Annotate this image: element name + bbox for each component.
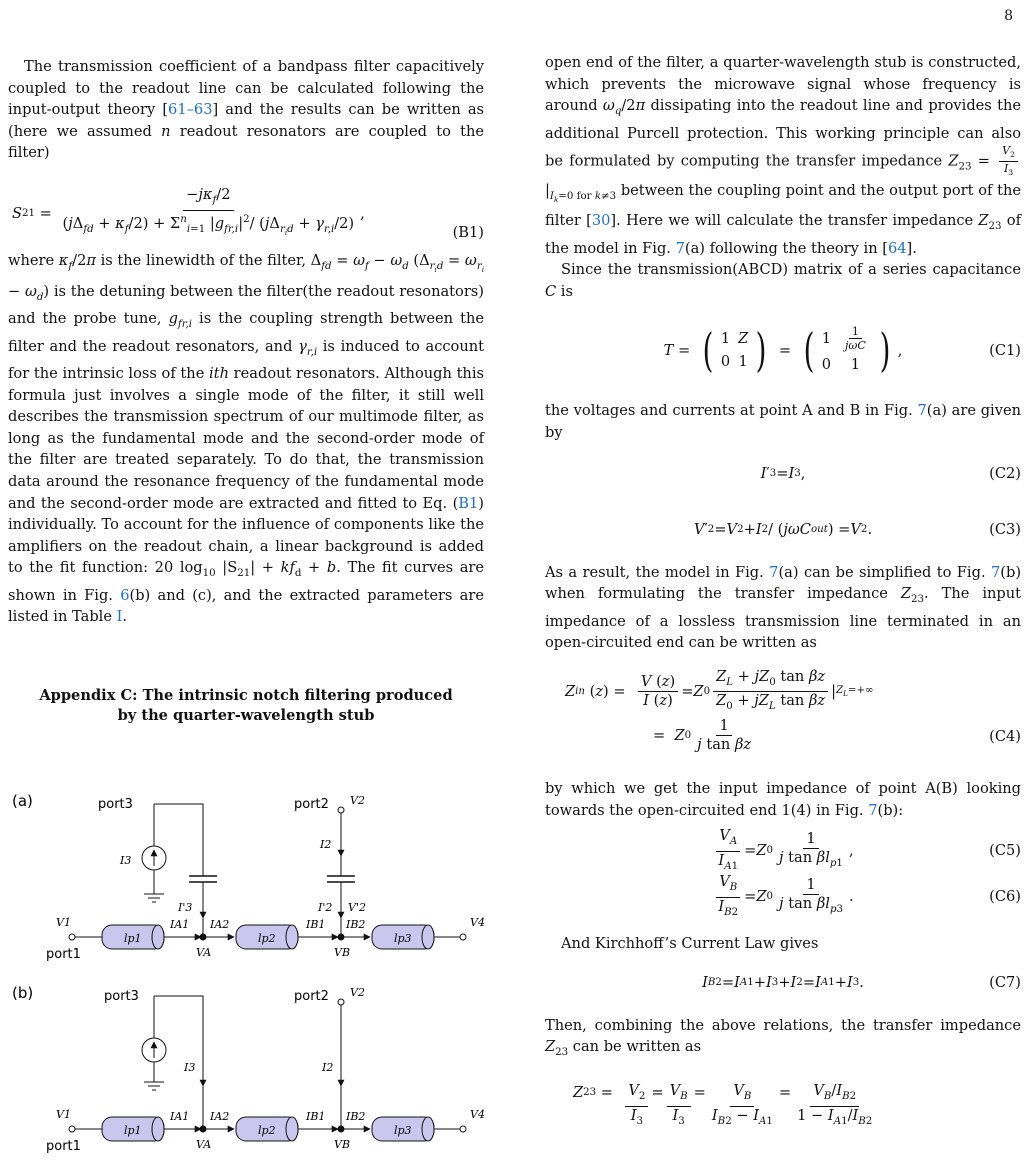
v1-label-b: V1	[56, 1108, 71, 1121]
circuit-figure	[8, 786, 498, 1166]
v4-label-a: V4	[470, 916, 485, 929]
va-label-a: VA	[196, 946, 212, 959]
paragraph-kirchhoff: And Kirchhoff’s Current Law gives	[561, 935, 819, 953]
v1-label-a: V1	[56, 916, 71, 929]
equation-c4: Z in ( z ) = $\frac{V (z)}{I (z)}$ = Z 0 $\frac{Z_L + jZ_0 \tan \beta z}{Z_0 + jZ_L \tan \beta z}$ | $Z_L=+\infty$ = Z 0 $\frac{1}{\text{j tan βz}}$ (C4)	[565, 667, 1021, 754]
lp3-label-a: lp3	[394, 932, 412, 945]
left-column	[8, 52, 484, 726]
equation-c7: I B2 = I A1 + I 3 + I 2 = I A1 + I 3 . (C7)	[545, 963, 1021, 1003]
i3-label-a: I3	[120, 854, 132, 867]
ib2-label-b: IB2	[346, 1110, 366, 1123]
panel-b-label: (b)	[12, 984, 34, 1002]
equation-c6: $\frac{V_B}{I_{B2}}$ = Z 0 $\frac{1}{j \tan \beta l_{p3}}$ . (C6)	[545, 875, 1021, 919]
equation-number: (C1)	[989, 341, 1021, 359]
page-number: 8	[1004, 8, 1013, 24]
i3-prime-label: I'3	[178, 901, 193, 914]
right-column	[545, 52, 1022, 1127]
ib1-label-a: IB1	[306, 918, 326, 931]
ia1-label-b: IA1	[170, 1110, 190, 1123]
i2-label-b: I2	[322, 1061, 334, 1074]
vb-label-b: VB	[334, 1138, 351, 1151]
paragraph-intro: The transmission coefficient of a bandpass filter capacitively coupled to the readout line can be calculated following the input-output theory [61–63] and the results can be written as (here we assumed n readout resonators are coupled to the filter)	[8, 58, 485, 162]
equation-number: (C3)	[989, 520, 1021, 538]
equation-c2: I ′ 3 = I 3 , (C2)	[545, 454, 1021, 494]
paragraph-definitions: where $\kappa_f/2\pi$ is the linewidth of the filter, $\Delta_{fd} = \omega_f - \omega_d$ $(\Delta_{r_id} = \omega_{r_i} - \omega_d)$ is the detuning between the filter(the readout resonators) and the probe tune, $g_{fr,i}$ is the coupling strength between the filter and the readout resonators, and $\gamma_{r,i}$ is induced to account for the intrinsic loss of the ith readout resonators. Although this formula just involves a single mode of the filter, it still well describes the transmission spectrum of our multimode filter, as long as the fundamental mode and the second-order mode of the filter are treated separately. To do that, the transmission data around the resonance frequency of the fundamental mode and the second-order mode are extracted and fitted to Eq. (B1) individually. To account for the influence of components like the amplifiers on the readout chain, a linear background is added to the fit function: 20 $\log_{10} |S_{21}| + kf_d + b$. The fit curves are shown in Fig. 6(b) and (c), and the extracted parameters are listed in Table I.	[8, 251, 485, 626]
port1-label-a: port1	[46, 947, 81, 962]
i2-label-a: I2	[320, 838, 332, 851]
paragraph-input-impedance: by which we get the input impedance of point A(B) looking towards the open-circuited end 1(4) in Fig. 7(b):	[545, 779, 1021, 819]
lp1-label-a: lp1	[124, 932, 142, 945]
equation-c5: $\frac{V_A}{I_{A1}}$ = Z 0 $\frac{1}{j \tan \beta l_{p1}}$ , (C5)	[545, 829, 1021, 873]
equation-b1: S 21 = $\frac{-j\kappa_f/2}{(j\Delta_{fd} + \kappa_f/2) + \Sigma^n_{i=1} |g_{fr,i}|^2/ (j\Delta_{r_id} + \gamma_{r,i}/2)}$ , (B1)	[8, 178, 484, 250]
va-label-b: VA	[196, 1138, 212, 1151]
lp3-label-b: lp3	[394, 1124, 412, 1137]
port3-label-b: port3	[104, 989, 139, 1004]
i3-label-b: I3	[184, 1061, 196, 1074]
equation-number: (C7)	[989, 973, 1021, 991]
vb-label-a: VB	[334, 946, 351, 959]
equation-number: (B1)	[452, 223, 484, 241]
i2-prime-label: I'2	[318, 901, 333, 914]
paragraph-stub: open end of the filter, a quarter-wavelength stub is constructed, which prevents the microwave signal whose frequency is around $\omega_q/2\pi$ dissipating into the readout line and provides the additional Purcell protection. This working principle can also be formulated by computing the transfer impedance $Z_{23}$ = $\frac{V_2}{I_3}$ $|_{I_k=0 for k\ne 3}$ between the coupling point and the output port of the filter [30]. Here we will calculate the transfer impedance $Z_{23}$ of the model in Fig. 7(a) following the theory in [64].	[545, 54, 1021, 257]
ia1-label-a: IA1	[170, 918, 190, 931]
ia2-label-b: IA2	[210, 1110, 230, 1123]
port1-label-b: port1	[46, 1139, 81, 1154]
equation-c1: T = ( 1 Z 0 1 ) = ( 1 $\frac{1}{\text{jωC}}$ 0 1 ) , (C1)	[663, 323, 1021, 378]
ib1-label-b: IB1	[306, 1110, 326, 1123]
lp2-label-a: lp2	[258, 932, 276, 945]
paragraph-simplified: As a result, the model in Fig. 7(a) can be simplified to Fig. 7(b) when formulating the transfer impedance $Z_{23}$. The input impedance of a lossless transmission line terminated in an open-circuited end can be written as	[545, 563, 1022, 652]
equation-c3: V ′ 2 = V 2 + I 2 / ( jωC out ) = V 2 . (C3)	[545, 510, 1021, 550]
equation-number: (C6)	[989, 888, 1021, 906]
equation-c8-partial: Z 23 = $\frac{V_2}{I_3}$ = $\frac{V_B}{I_3}$ = $\frac{V_B}{I_{B2} - I_{A1}}$ = $\frac{V_B/I_{B2}}{1 - I_{A1}/I_{B2}}$	[573, 1081, 873, 1127]
output-branch-b	[338, 999, 344, 1129]
lp1-label-b: lp1	[124, 1124, 142, 1137]
v2-label-b: V2	[350, 986, 365, 999]
equation-number: (C4)	[989, 727, 1021, 745]
paragraph-abcd: Since the transmission(ABCD) matrix of a series capacitance C is	[545, 261, 1021, 300]
ib2-label-a: IB2	[346, 918, 366, 931]
lp2-label-b: lp2	[258, 1124, 276, 1137]
ia2-label-a: IA2	[210, 918, 230, 931]
v2-label-a: V2	[350, 794, 365, 807]
port3-label: port3	[98, 797, 133, 812]
panel-a-label: (a)	[12, 792, 33, 810]
equation-number: (C5)	[989, 842, 1021, 860]
equation-number: (C2)	[989, 464, 1021, 482]
paragraph-voltages: the voltages and currents at point A and B in Fig. 7(a) are given by	[545, 402, 1022, 442]
v2-prime-label: V'2	[348, 901, 366, 914]
port2-label-b: port2	[294, 989, 329, 1004]
paragraph-combining: Then, combining the above relations, the transfer impedance $Z_{23}$ can be written as	[545, 1016, 1021, 1059]
port2-label-a: port2	[294, 797, 329, 812]
appendix-c-heading: Appendix C: The intrinsic notch filtering produced by the quarter-wavelength stub	[39, 687, 453, 725]
current-source-a	[142, 804, 166, 902]
v4-label-b: V4	[470, 1108, 485, 1121]
